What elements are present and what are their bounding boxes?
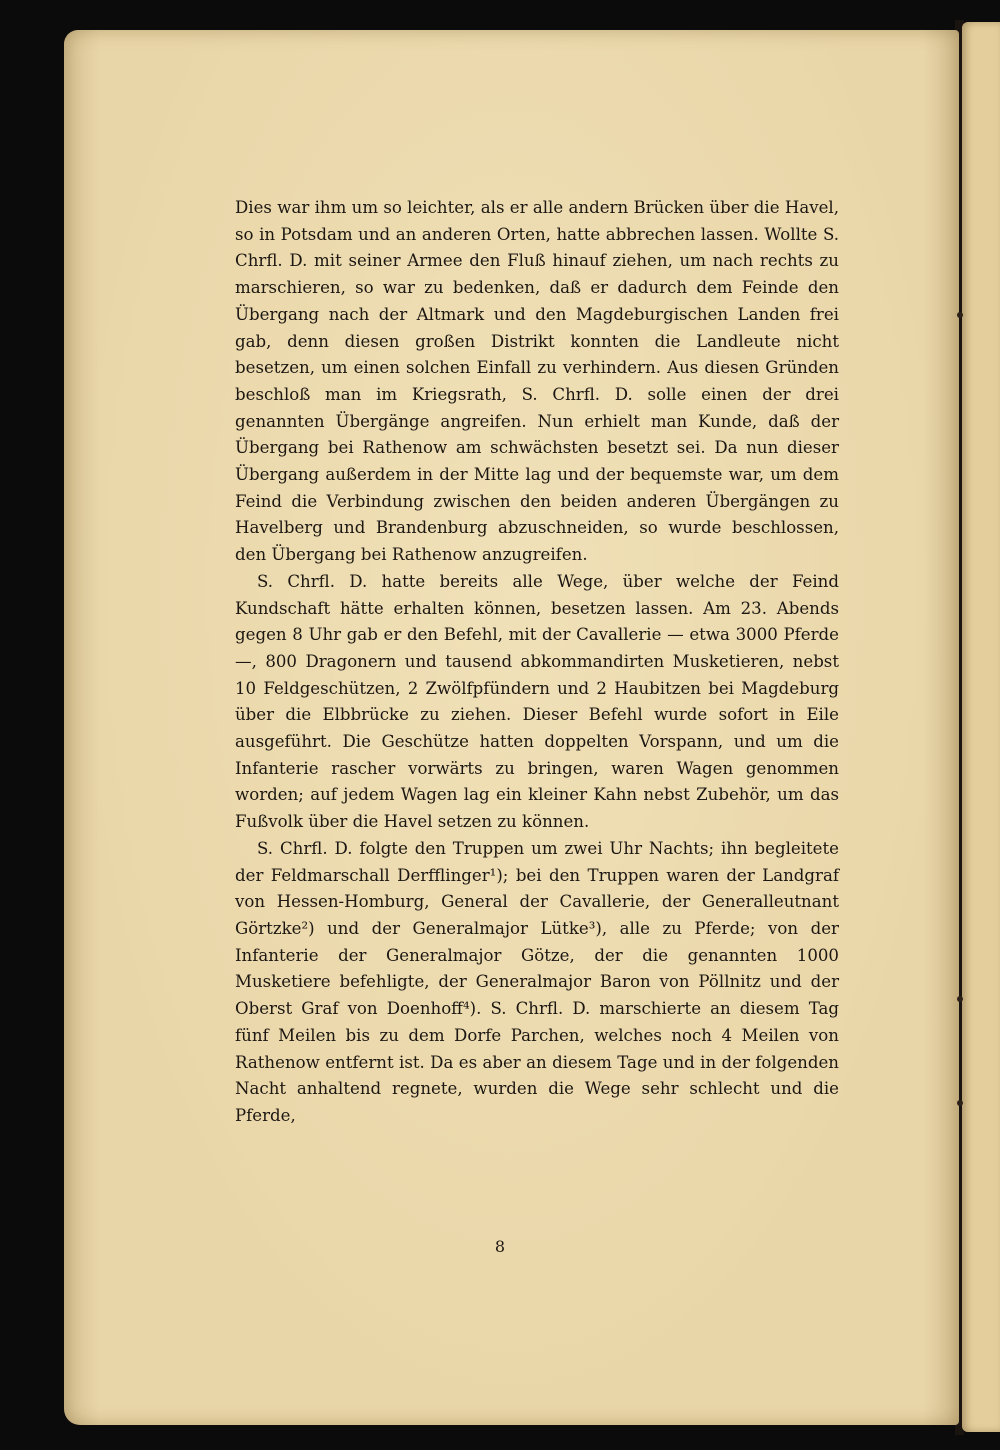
page-edge-mark xyxy=(957,312,963,318)
paragraph: Dies war ihm um so leichter, als er alle andern Brücken über die Havel, so in Potsdam und an anderen Orten, hatte abbrechen lassen. Wollte S. Chrfl. D. mit seiner Armee den Fluß hinauf ziehen, um nach rechts zu marschieren, so war zu bedenken, daß er dadurch dem Feinde den Übergang nach der Altmark und den Magdeburgischen Landen frei gab, denn diesen großen Distrikt konnten die Landleute nicht besetzen, um einen solchen Einfall zu verhindern. Aus diesen Gründen beschloß man im Kriegsrath, S. Chrfl. D. solle einen der drei genannten Übergänge angreifen. Nun erhielt man Kunde, daß der Übergang bei Rathenow am schwächsten besetzt sei. Da nun dieser Übergang außerdem in der Mitte lag und der bequemste war, um dem Feind die Verbindung zwischen den beiden anderen Übergängen zu Havelberg und Brandenburg abzuschneiden, so wurde beschlossen, den Übergang bei Rathenow anzugreifen. xyxy=(235,198,839,565)
body-text xyxy=(235,195,839,1130)
paragraph: S. Chrfl. D. folgte den Truppen um zwei Uhr Nachts; ihn begleitete der Feldmarschall Derfflinger¹); bei den Truppen waren der Landgraf von Hessen-Homburg, General der Cavallerie, der Generalleutnant Görtzke²) und der Generalmajor Lütke³), alle zu Pferde; von der Infanterie der Generalmajor Götze, der die genannten 1000 Musketiere befehligte, der Generalmajor Baron von Pöllnitz und der Oberst Graf von Doenhoff⁴). S. Chrfl. D. marschierte an diesem Tag fünf Meilen bis zu dem Dorfe Parchen, welches noch 4 Meilen von Rathenow entfernt ist. Da es aber an diesem Tage und in der folgenden Nacht anhaltend regnete, wurden die Wege sehr schlecht und die Pferde, xyxy=(235,838,839,1125)
page-number: 8 xyxy=(494,1237,506,1256)
page-edge-mark xyxy=(957,996,963,1002)
next-page-edge xyxy=(962,22,1000,1432)
paragraph: S. Chrfl. D. hatte bereits alle Wege, über welche der Feind Kundschaft hätte erhalten können, besetzen lassen. Am 23. Abends gegen 8 Uhr gab er den Befehl, mit der Cavallerie — etwa 3000 Pferde —, 800 Dragonern und tausend abkommandirten Musketieren, nebst 10 Feldgeschützen, 2 Zwölfpfündern und 2 Haubitzen bei Magdeburg über die Elbbrücke zu ziehen. Dieser Befehl wurde sofort in Eile ausgeführt. Die Geschütze hatten doppelten Vorspann, und um die Infanterie rascher vorwärts zu bringen, waren Wagen genommen worden; auf jedem Wagen lag ein kleiner Kahn nebst Zubehör, um das Fußvolk über die Havel setzen zu können. xyxy=(235,571,839,832)
page-edge-mark xyxy=(957,1100,963,1106)
